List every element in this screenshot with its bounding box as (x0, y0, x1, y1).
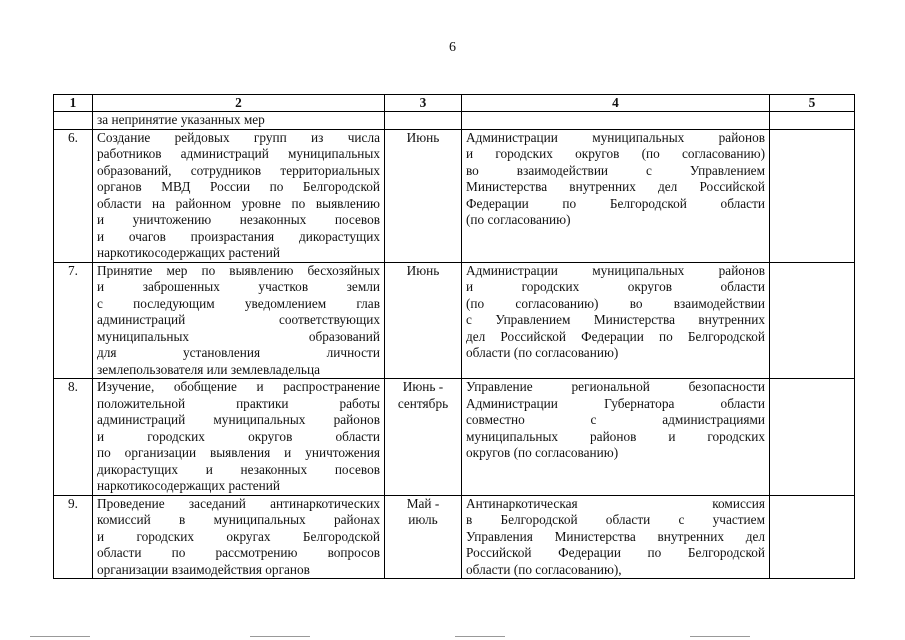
plan-table (53, 94, 855, 579)
row-number: 9. (54, 495, 93, 579)
measure-line: и уничтожению незаконных посевов (97, 212, 380, 227)
executor-line: Федерации по Белгородской области (466, 195, 765, 211)
measure-line: Принятие мер по выявлению бесхозяйных (97, 262, 380, 278)
measure-line: наркотикосодержащих растений (97, 245, 281, 260)
measure-cell (93, 379, 385, 496)
header-row (54, 95, 855, 112)
measure-line: муниципальных образований (97, 328, 380, 344)
note-cell (770, 379, 855, 496)
executor-line: Управления Министерства внутренних дел (466, 528, 765, 544)
term-line: Июнь (406, 129, 440, 145)
measure-line: и городских округов области (97, 428, 380, 444)
continuation-row (54, 112, 855, 130)
row-number: 7. (54, 262, 93, 379)
measure-line: области на районном уровне по выявлению (97, 195, 380, 211)
executor-line: и городских округов области (466, 279, 765, 294)
term-cell (385, 262, 462, 379)
term-line: Июнь - (402, 379, 444, 394)
executor-line: совместно с администрациями (466, 412, 765, 427)
measure-line: работников администраций муниципальных (97, 146, 380, 161)
executor-cell (462, 129, 770, 262)
measure-line: и городских округах Белгородской (97, 528, 380, 544)
measure-line: организации взаимодействия органов (97, 561, 310, 577)
term-cell (385, 129, 462, 262)
page-number: 6 (449, 40, 456, 55)
executor-cell (462, 495, 770, 579)
note-cell (770, 262, 855, 379)
executor-cell (462, 379, 770, 496)
term-cell (385, 379, 462, 496)
measure-line: Проведение заседаний антинаркотических (97, 495, 380, 511)
executor-line: с Управлением Министерства внутренних (466, 312, 765, 327)
executor-line: муниципальных районов и городских (466, 428, 765, 444)
header-col-1: 1 (54, 95, 93, 112)
measure-line: администраций соответствующих (97, 312, 380, 327)
measure-line: и заброшенных участков земли (97, 279, 380, 294)
measure-line: образований, сотрудников территориальных (97, 162, 380, 178)
measure-line: администраций муниципальных районов (97, 412, 380, 427)
measure-line: комиссий в муниципальных районах (97, 512, 380, 527)
measure-line: органов МВД России по Белгородской (97, 179, 380, 194)
header-col-4: 4 (462, 95, 770, 112)
executor-line: во взаимодействии с Управлением (466, 162, 765, 178)
executor-line: Министерства внутренних дел Российской (466, 179, 765, 194)
measure-line: области по рассмотрению вопросов (97, 545, 380, 560)
table-row (54, 379, 855, 496)
measure-line: с последующим уведомлением глав (97, 295, 380, 311)
executor-line: Российской Федерации по Белгородской (466, 545, 765, 560)
executor-line: Администрации муниципальных районов (466, 129, 765, 145)
term-line: Июнь (406, 262, 440, 278)
term-line: сентябрь (397, 395, 449, 411)
term-line: Май - (406, 495, 440, 511)
measure-line: по организации выявления и уничтожения (97, 445, 380, 460)
executor-line: Антинаркотическая комиссия (466, 495, 765, 511)
measure-line: землепользователя или землевладельца (97, 361, 320, 377)
measure-line: и очагов произрастания дикорастущих (97, 228, 380, 244)
executor-line: Администрации муниципальных районов (466, 262, 765, 278)
measure-cell (93, 495, 385, 579)
continuation-text: за непринятие указанных мер (93, 112, 385, 130)
table-row (54, 495, 855, 579)
term-line: июль (408, 512, 438, 527)
note-cell (770, 129, 855, 262)
header-col-5: 5 (770, 95, 855, 112)
measure-line: Создание рейдовых групп из числа (97, 129, 380, 145)
header-col-2: 2 (93, 95, 385, 112)
note-cell (770, 495, 855, 579)
measure-cell (93, 129, 385, 262)
executor-cell (462, 262, 770, 379)
executor-line: Администрации Губернатора области (466, 395, 765, 411)
executor-line: в Белгородской области с участием (466, 512, 765, 527)
term-cell (385, 495, 462, 579)
table-row (54, 129, 855, 262)
executor-line: (по согласованию) (466, 212, 571, 227)
header-col-3: 3 (385, 95, 462, 112)
executor-line: дел Российской Федерации по Белгородской (466, 328, 765, 344)
executor-line: (по согласованию) во взаимодействии (466, 295, 765, 311)
measure-line: для установления личности (97, 345, 380, 360)
executor-line: округов (по согласованию) (466, 445, 619, 460)
row-number: 8. (54, 379, 93, 496)
executor-line: Управление региональной безопасности (466, 379, 765, 394)
measure-line: дикорастущих и незаконных посевов (97, 461, 380, 477)
measure-line: положительной практики работы (97, 395, 380, 411)
measure-line: Изучение, обобщение и распространение (97, 379, 380, 394)
table-row (54, 262, 855, 379)
measure-cell (93, 262, 385, 379)
row-number: 6. (54, 129, 93, 262)
executor-line: области (по согласованию) (466, 345, 619, 360)
executor-line: и городских округов (по согласованию) (466, 146, 765, 161)
measure-line: наркотикосодержащих растений (97, 478, 281, 493)
executor-line: области (по согласованию), (466, 561, 622, 577)
